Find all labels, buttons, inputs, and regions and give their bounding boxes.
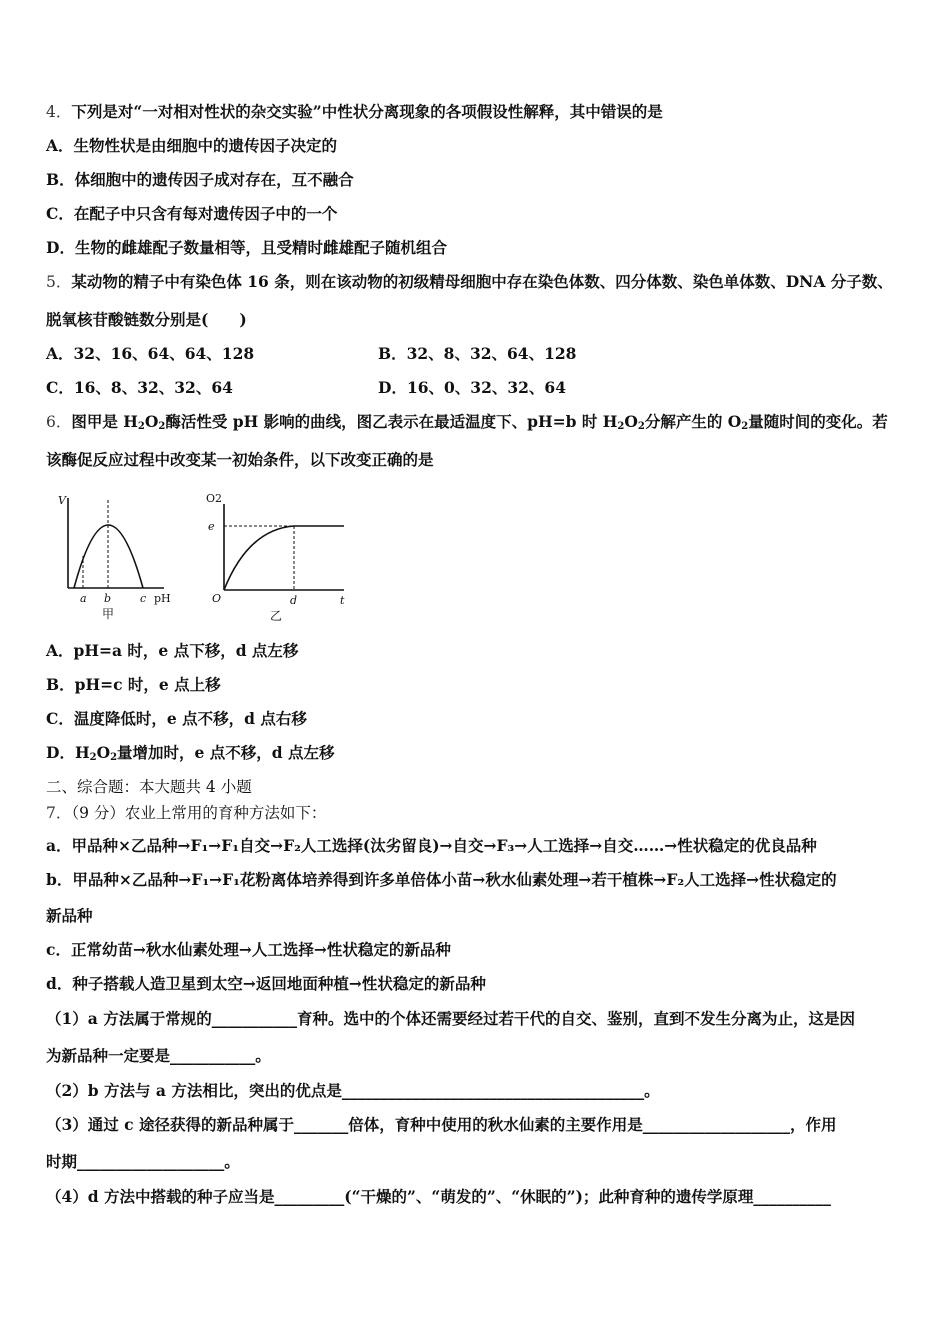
yi-caption: 乙: [270, 609, 283, 623]
jia-y-label: V: [58, 494, 66, 507]
q4-stem: 4．下列是对“一对相对性状的杂交实验”中性状分离现象的各项假设性解释，其中错误的是: [46, 102, 663, 121]
figure-jia: [58, 494, 171, 621]
jia-tick-a: a: [80, 592, 87, 605]
q6-option-c: C．温度降低时，e 点不移，d 点右移: [46, 709, 307, 728]
jia-x-label: pH: [154, 592, 171, 605]
q6-stem-line2: 该酶促反应过程中改变某一初始条件，以下改变正确的是: [46, 450, 434, 469]
q7-part3-line1: （3）通过 c 途径获得的新品种属于_______倍体，育种中使用的秋水仙素的主要作用是___________________，作用: [46, 1115, 837, 1134]
yi-y-label: O2: [206, 492, 223, 505]
q7-method-d: d．种子搭载人造卫星到太空→返回地面种植→性状稳定的新品种: [46, 974, 486, 993]
q5-stem-line2: 脱氧核苷酸链数分别是( ): [46, 310, 247, 329]
jia-tick-b: b: [104, 592, 112, 605]
q7-stem: 7．（9 分）农业上常用的育种方法如下：: [46, 804, 327, 822]
q4-option-c: C．在配子中只含有每对遗传因子中的一个: [46, 204, 338, 223]
q4-option-b: B．体细胞中的遗传因子成对存在，互不融合: [46, 170, 354, 189]
q6-option-d: D．$H_2O_2$量增加时，e 点不移，d 点左移: [46, 743, 335, 763]
q7-method-a: a．甲品种×乙品种→F₁→F₁自交→F₂人工选择(汰劣留良)→自交→F₃→人工选择→自交……→性状稳定的优良品种: [46, 836, 817, 855]
yi-curve: [224, 526, 344, 590]
q5-option-d: D．16、0、32、32、64: [378, 378, 567, 397]
q5-stem-line1: 5．某动物的精子中有染色体 16 条，则在该动物的初级精母细胞中存在染色体数、四分体数、染色单体数、DNA 分子数、: [46, 272, 893, 291]
yi-x-label: t: [340, 594, 345, 607]
figure-yi: [206, 492, 345, 623]
q7-method-b-line2: 新品种: [46, 906, 93, 925]
q5-option-a: A．32、16、64、64、128: [46, 344, 255, 363]
q6-option-a: A．pH=a 时，e 点下移，d 点左移: [46, 641, 299, 660]
q7-part3-line2: 时期___________________。: [46, 1152, 240, 1171]
q7-method-c: c．正常幼苗→秋水仙素处理→人工选择→性状稳定的新品种: [46, 940, 451, 959]
q5-options-row2: [46, 378, 567, 398]
q5-option-b: B．32、8、32、64、128: [378, 344, 577, 363]
yi-tick-d: d: [290, 594, 298, 607]
q4-option-a: A．生物性状是由细胞中的遗传因子决定的: [46, 136, 338, 155]
q7-method-b-line1: b．甲品种×乙品种→F₁→F₁花粉离体培养得到许多单倍体小苗→秋水仙素处理→若干植株→F₂人工选择→性状稳定的: [46, 870, 837, 889]
q7-part1-line2: 为新品种一定要是___________。: [46, 1046, 271, 1065]
q5-options-row1: [46, 344, 577, 364]
q6-figure-svg: [52, 490, 362, 625]
q6-stem-line1: 6．图甲是 $H_2O_2$酶活性受 pH 影响的曲线，图乙表示在最适温度下、pH=b 时 $H_2O_2$分解产生的 $O_2$量随时间的变化。若: [46, 412, 888, 432]
yi-tick-e: e: [208, 520, 215, 533]
section-heading: 二、综合题：本大题共 4 小题: [46, 778, 252, 796]
jia-tick-c: c: [140, 592, 147, 605]
yi-origin: O: [212, 592, 222, 605]
q4-option-d: D．生物的雌雄配子数量相等，且受精时雌雄配子随机组合: [46, 238, 447, 257]
q7-part4: （4）d 方法中搭载的种子应当是_________(“干燥的”、“萌发的”、“休眠的”)；此种育种的遗传学原理__________: [46, 1187, 831, 1206]
jia-caption: 甲: [102, 607, 115, 621]
q7-part2: （2）b 方法与 a 方法相比，突出的优点是_______________________________________。: [46, 1081, 660, 1100]
q5-option-c: C．16、8、32、32、64: [46, 378, 233, 397]
q6-option-b: B．pH=c 时，e 点上移: [46, 675, 221, 694]
q7-part1-line1: （1）a 方法属于常规的___________育种。选中的个体还需要经过若干代的自交、鉴别，直到不发生分离为止，这是因: [46, 1009, 855, 1028]
q6-figure: [52, 490, 362, 625]
